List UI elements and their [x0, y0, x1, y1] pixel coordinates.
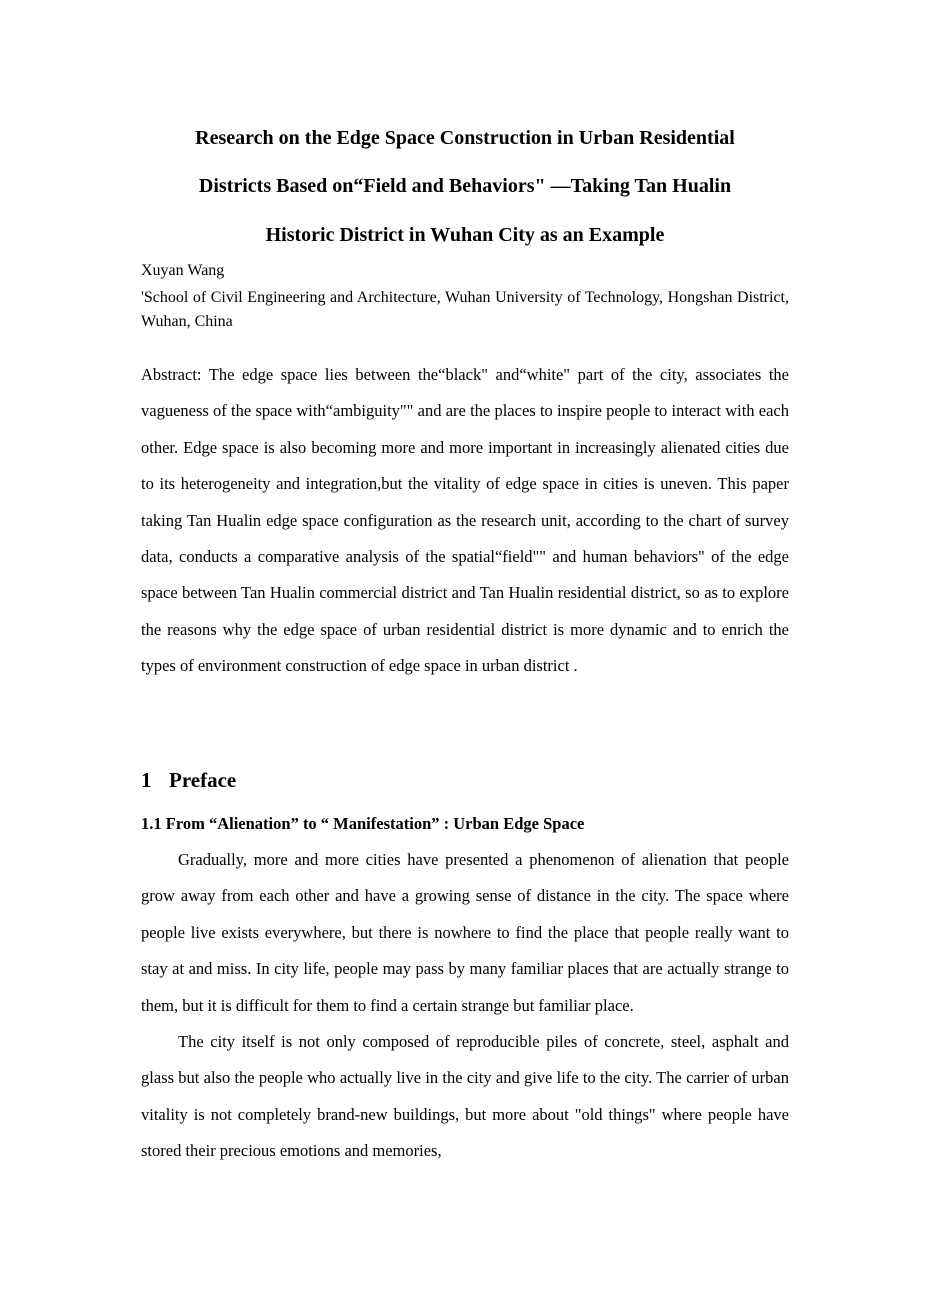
section-body: [141, 842, 789, 1170]
section-heading: [141, 766, 236, 794]
section-number: 1: [141, 768, 152, 792]
author-affiliation: 'School of Civil Engineering and Architecture, Wuhan University of Technology, Hongshan District, Wuhan, China: [141, 289, 789, 330]
title-line-2: Districts Based on“Field and Behaviors" —Taking Tan Hualin: [198, 175, 732, 197]
body-paragraph: The city itself is not only composed of reproducible piles of concrete, steel, asphalt and glass but also the people who actually live in the city and give life to the city. The carrier of urban vitality is not completely brand-new buildings, but more about "old things" where people have stored their precious emotions and memories,: [141, 1032, 789, 1161]
abstract: [141, 357, 789, 685]
title-line-1: Research on the Edge Space Construction in Urban Residential: [195, 127, 735, 149]
subsection-heading: 1.1 From “Alienation” to “ Manifestation” : Urban Edge Space: [141, 814, 585, 833]
abstract-text: Abstract: The edge space lies between the“black" and“white" part of the city, associates the vagueness of the space with“ambiguity"" and are the places to inspire people to interact with each other. Edge space is also becoming more and more important in increasingly alienated cities due to its heterogeneity and integration,but the vitality of edge space in cities is uneven. This paper taking Tan Hualin edge space configuration as the research unit, according to the chart of survey data, conducts a comparative analysis of the spatial“field"" and human behaviors" of the edge space between Tan Hualin commercial district and Tan Hualin residential district, so as to explore the reasons why the edge space of urban residential district is more dynamic and to enrich the types of environment construction of edge space in urban district .: [141, 365, 789, 676]
title-line-3: Historic District in Wuhan City as an Example: [265, 224, 665, 246]
author-name: Xuyan Wang: [141, 262, 225, 279]
section-title: Preface: [169, 768, 237, 792]
body-paragraph: Gradually, more and more cities have presented a phenomenon of alienation that people grow away from each other and have a growing sense of distance in the city. The space where people live exists everywhere, but there is nowhere to find the place that people really want to stay at and miss. In city life, people may pass by many familiar places that are actually strange to them, but it is difficult for them to find a certain strange but familiar place.: [141, 850, 789, 1015]
